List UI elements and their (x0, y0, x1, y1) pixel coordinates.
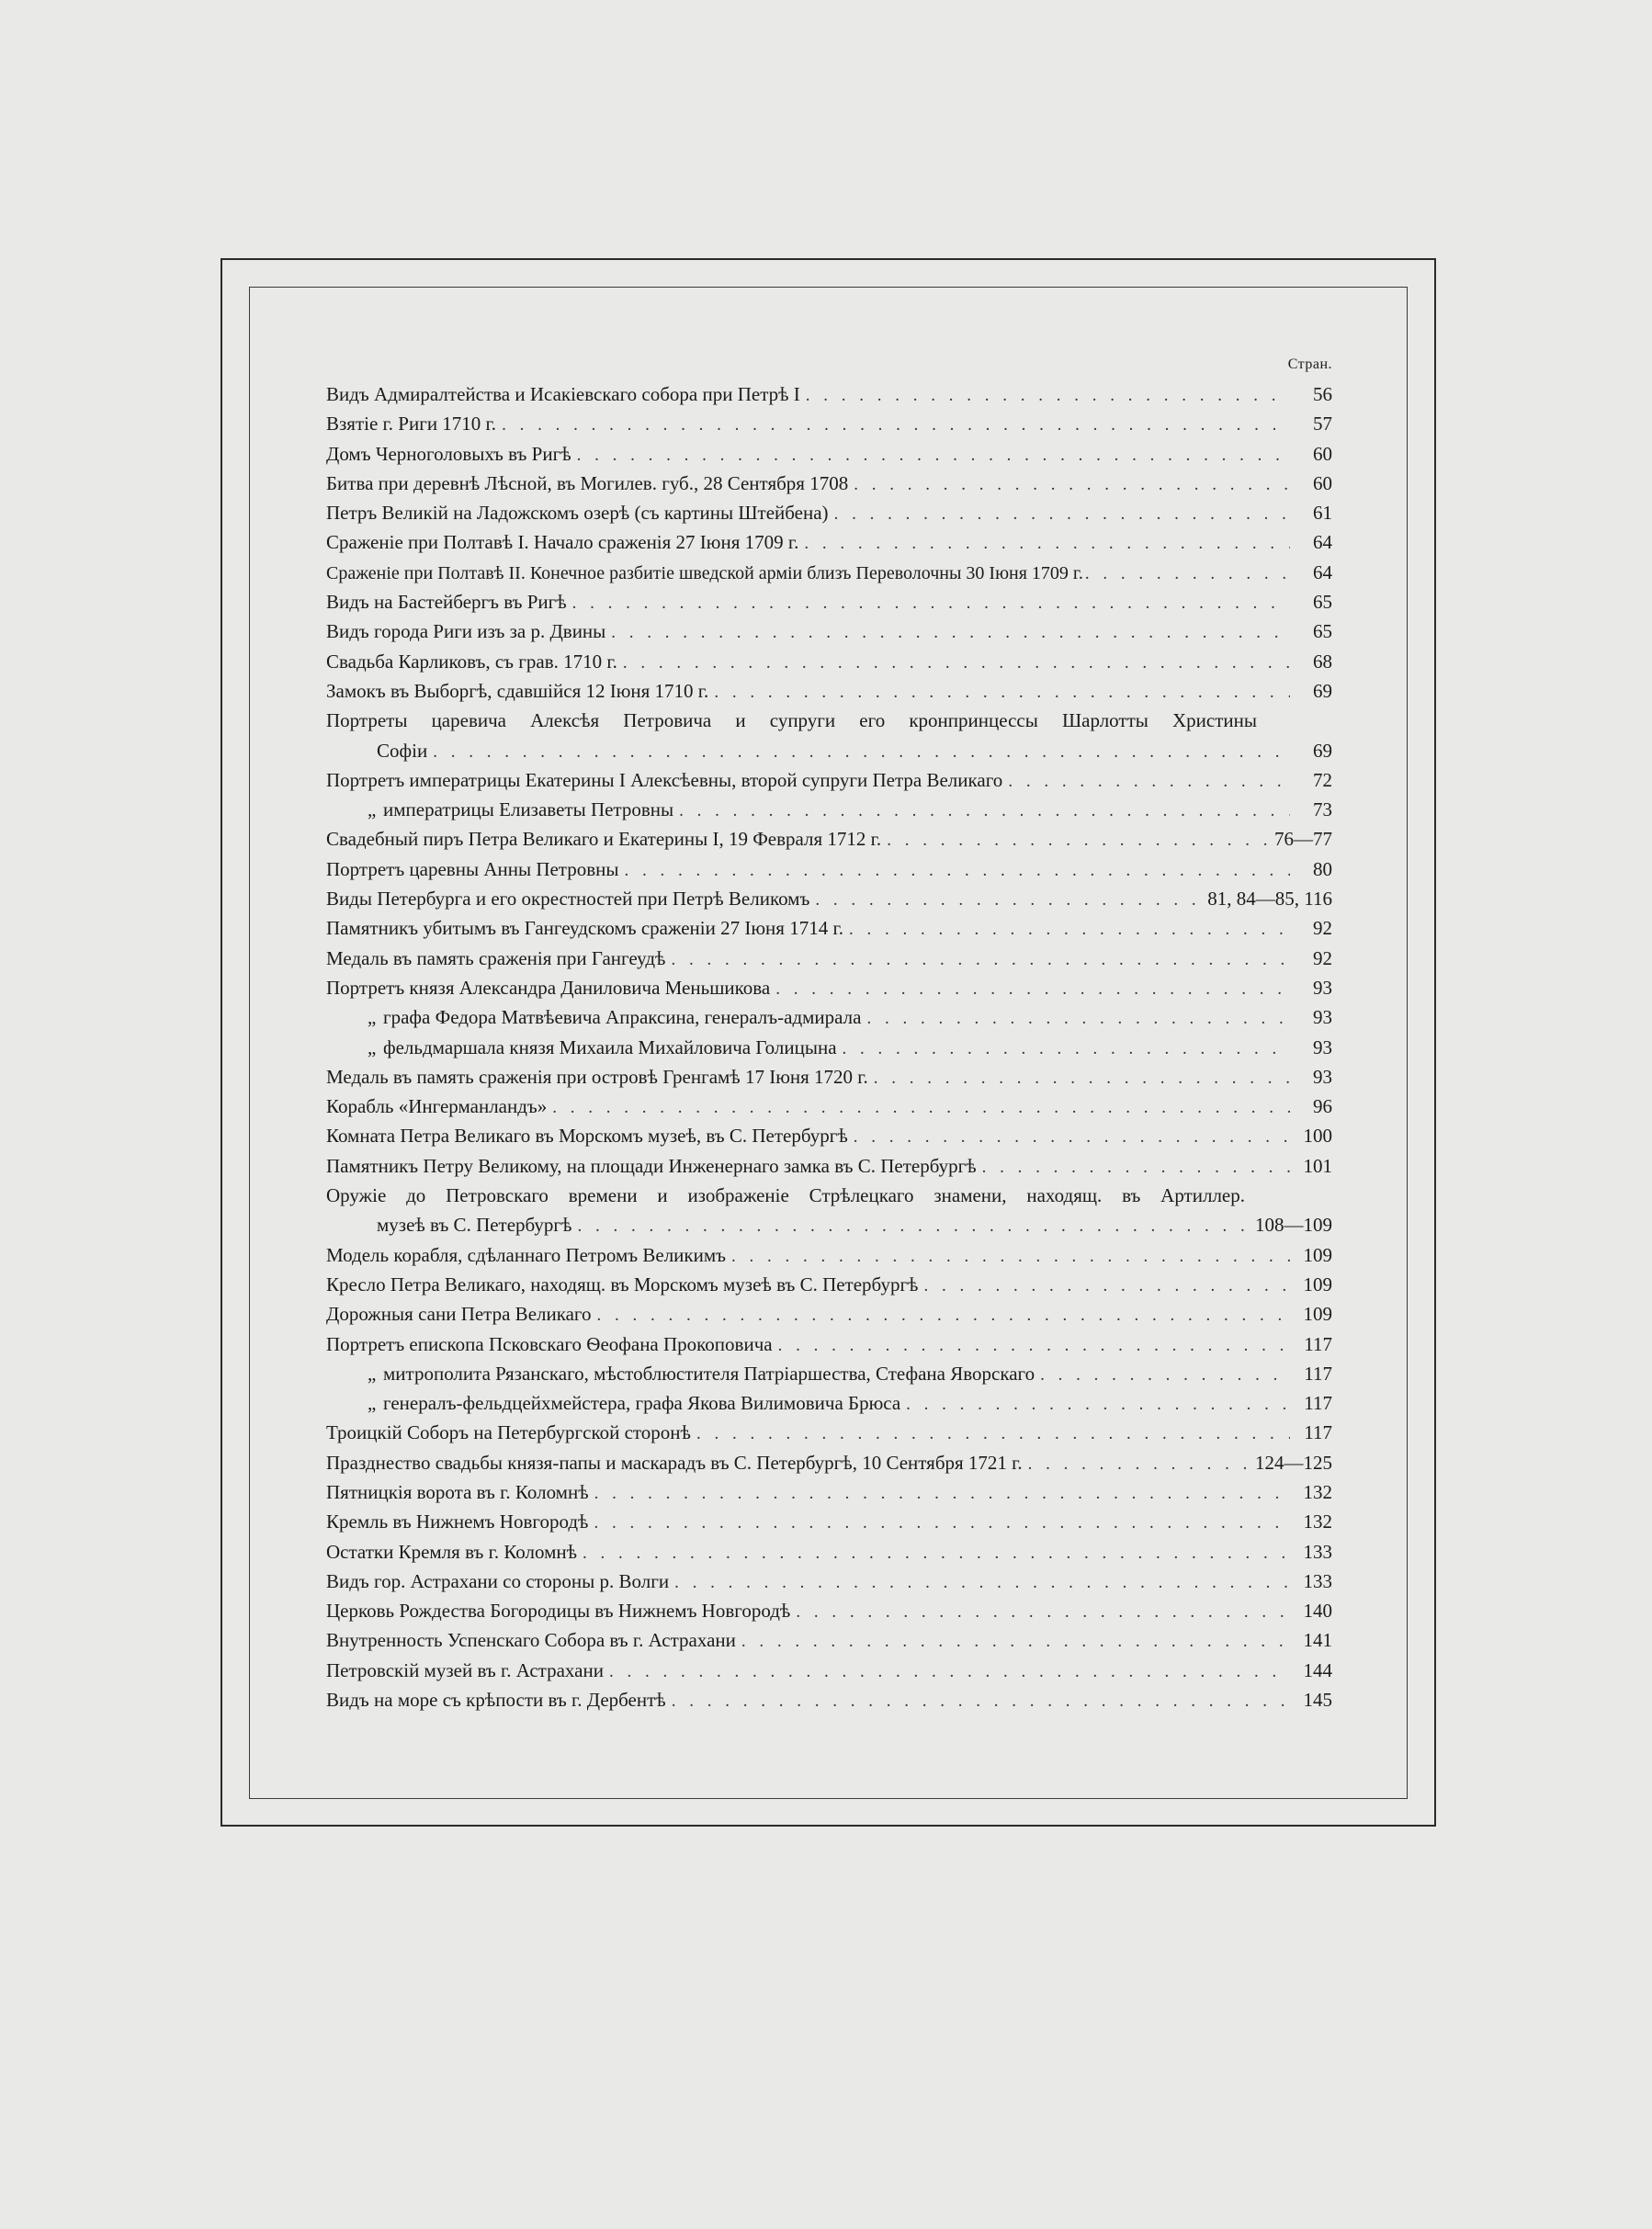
entry-page: 117 (1304, 1421, 1332, 1444)
toc-entry (326, 502, 1332, 531)
toc-entry (326, 917, 1332, 946)
entry-title: Видъ Адмиралтейства и Исакiевскаго собора при Петрѣ I (326, 383, 800, 405)
entry-page: 100 (1303, 1125, 1332, 1148)
leader-dots (672, 1692, 1290, 1712)
entry-title: Свадьба Карликовъ, съ грав. 1710 г. (326, 650, 617, 673)
toc-entry (326, 1541, 1332, 1570)
toc-entry-ditto (326, 1392, 1332, 1421)
entry-page: 93 (1313, 1006, 1332, 1029)
entry-page: 117 (1304, 1332, 1332, 1355)
leader-dots (594, 1513, 1290, 1533)
leader-dots (796, 1602, 1290, 1623)
entry-title: Видъ на море съ крѣпости въ г. Дербентѣ (326, 1689, 666, 1712)
ditto-mark: „ (368, 1362, 377, 1385)
toc-entry-ditto (326, 798, 1332, 828)
entry-title: митрополита Рязанскаго, мѣстоблюстителя Патрiаршества, Стефана Яворскаго (383, 1362, 1035, 1385)
entry-page: 93 (1313, 1065, 1332, 1088)
entry-title: Взятiе г. Риги 1710 г. (326, 413, 497, 436)
toc-entry-ditto (326, 1006, 1332, 1035)
entry-title: Свадебный пиръ Петра Великаго и Екатерины I, 19 Февраля 1712 г. (326, 828, 882, 851)
entry-page: 132 (1303, 1511, 1332, 1533)
entry-title: Остатки Кремля въ г. Коломнѣ (326, 1540, 578, 1563)
toc-entry-ditto (326, 1363, 1332, 1392)
toc-entry (326, 591, 1332, 620)
toc-entry (326, 1184, 1332, 1214)
toc-entry (326, 1659, 1332, 1689)
toc-entry (326, 472, 1332, 502)
toc-entry (326, 1629, 1332, 1658)
entry-page: 108—109 (1255, 1214, 1332, 1237)
toc-entry (326, 1125, 1332, 1154)
entry-page: 64 (1313, 531, 1332, 554)
toc-entry (326, 561, 1332, 591)
ditto-mark: „ (368, 1006, 377, 1029)
entry-page: 117 (1304, 1362, 1332, 1385)
leader-dots (906, 1395, 1290, 1415)
toc-entry (326, 769, 1332, 798)
toc-entry (326, 1689, 1332, 1718)
entry-page: 140 (1303, 1600, 1332, 1623)
toc-entry-continued (326, 740, 1332, 769)
leader-dots (982, 1158, 1290, 1178)
entry-page: 132 (1303, 1480, 1332, 1503)
leader-dots (834, 504, 1290, 525)
entry-page: 93 (1313, 976, 1332, 999)
leader-dots (552, 1098, 1290, 1118)
entry-page: 69 (1313, 679, 1332, 702)
toc-entry (326, 977, 1332, 1006)
toc-entry (326, 651, 1332, 680)
leader-dots (866, 1009, 1290, 1029)
entry-page: 145 (1303, 1689, 1332, 1712)
toc-entry (326, 709, 1332, 739)
toc-entry (326, 1452, 1332, 1481)
entry-page: 124—125 (1255, 1451, 1332, 1474)
entry-title: Памятникъ Петру Великому, на площади Инженернаго замка въ С. Петербургѣ (326, 1154, 977, 1177)
entry-page: 81, 84—85, 116 (1207, 888, 1332, 911)
leader-dots (433, 742, 1290, 763)
leader-dots (671, 950, 1290, 970)
ditto-mark: „ (368, 1035, 377, 1058)
entry-title: Памятникъ убитымъ въ Гангеудскомъ сраженiи 27 Iюня 1714 г. (326, 917, 843, 940)
toc-entry (326, 620, 1332, 650)
toc-entry (326, 1511, 1332, 1540)
entry-title: графа Федора Матвѣевича Апраксина, генералъ-адмирала (383, 1006, 862, 1029)
leader-dots (611, 623, 1290, 643)
leader-dots (731, 1247, 1290, 1267)
entry-title: Видъ города Риги изъ за р. Двины (326, 620, 606, 643)
leader-dots (572, 594, 1290, 614)
entry-page: 60 (1313, 442, 1332, 465)
entry-page: 72 (1313, 768, 1332, 791)
ditto-mark: „ (368, 798, 377, 821)
entry-page: 92 (1313, 946, 1332, 969)
entry-page: 133 (1303, 1540, 1332, 1563)
toc-entry (326, 1244, 1332, 1273)
entry-title: Празднество свадьбы князя-папы и маскарадъ въ С. Петербургѣ, 10 Сентября 1721 г. (326, 1451, 1023, 1474)
entry-title: Оружiе до Петровскаго времени и изображенiе Стрѣлецкаго знамени, находящ. въ Артиллер. (326, 1184, 1245, 1207)
entry-title: императрицы Елизаветы Петровны (383, 798, 674, 821)
entry-title: Домъ Черноголовыхъ въ Ригѣ (326, 442, 571, 465)
entry-title: Кремль въ Нижнемъ Новгородѣ (326, 1511, 589, 1533)
entry-page: 68 (1313, 650, 1332, 673)
entry-title: Модель корабля, сдѣланнаго Петромъ Великимъ (326, 1243, 727, 1266)
leader-dots (806, 386, 1290, 406)
leader-dots (854, 475, 1290, 495)
leader-dots (625, 861, 1290, 881)
entry-title: Петръ Великiй на Ладожскомъ озерѣ (съ картины Штейбена) (326, 502, 829, 525)
leader-dots (804, 534, 1290, 554)
toc-entry-continued (326, 1214, 1332, 1243)
leader-dots (843, 1039, 1290, 1059)
entry-title: Корабль «Ингерманландъ» (326, 1095, 548, 1118)
leader-dots (815, 890, 1202, 911)
entry-title: Троицкiй Соборъ на Петербургской сторонѣ (326, 1421, 691, 1444)
toc-entry (326, 413, 1332, 442)
entry-page: 144 (1303, 1658, 1332, 1681)
leader-dots (674, 1573, 1290, 1593)
leader-dots (1040, 1365, 1290, 1386)
entry-title: Петровскiй музей въ г. Астрахани (326, 1658, 604, 1681)
entry-page: 57 (1313, 413, 1332, 436)
entry-title: Медаль въ память сраженiя при Гангеудѣ (326, 946, 666, 969)
entry-page: 141 (1303, 1629, 1332, 1652)
leader-dots (583, 1544, 1290, 1564)
leader-dots (679, 801, 1290, 821)
ditto-mark: „ (368, 1392, 377, 1415)
leader-dots (1008, 772, 1290, 792)
toc-entry (326, 1421, 1332, 1451)
leader-dots (849, 920, 1290, 940)
entry-page: 73 (1313, 798, 1332, 821)
entry-page: 56 (1313, 383, 1332, 405)
entry-page: 92 (1313, 917, 1332, 940)
leader-dots (714, 683, 1290, 703)
toc-entry (326, 1600, 1332, 1629)
toc-entry (326, 1273, 1332, 1303)
toc-entry (326, 828, 1332, 857)
entry-title: Портретъ епископа Псковскаго Ѳеофана Прокоповича (326, 1332, 773, 1355)
toc-entry (326, 531, 1332, 560)
entry-title: Кресло Петра Великаго, находящ. въ Морскомъ музеѣ въ С. Петербургѣ (326, 1273, 919, 1296)
toc-entry (326, 1303, 1332, 1332)
leader-dots (577, 1216, 1250, 1237)
toc-entry (326, 1481, 1332, 1511)
entry-title: Портретъ императрицы Екатерины I Алексѣевны, второй супруги Петра Великаго (326, 768, 1003, 791)
entry-page: 61 (1313, 502, 1332, 525)
leader-dots (874, 1069, 1290, 1089)
leader-dots (854, 1127, 1290, 1148)
entry-page: 117 (1304, 1392, 1332, 1415)
leader-dots (597, 1306, 1290, 1326)
toc-entry (326, 383, 1332, 413)
toc-entry (326, 947, 1332, 977)
entry-page: 65 (1313, 620, 1332, 643)
toc-entry (326, 888, 1332, 917)
entry-title: Сраженiе при Полтавѣ II. Конечное разбитiе шведской армiи близъ Переволочны 30 Iюня 1709 г. (326, 562, 1083, 583)
entry-page: 60 (1313, 471, 1332, 494)
entry-page: 64 (1313, 560, 1332, 583)
entry-title: Сраженiе при Полтавѣ I. Начало сраженiя 27 Iюня 1709 г. (326, 531, 799, 554)
leader-dots (594, 1484, 1290, 1504)
entry-title: Видъ гор. Астрахани со стороны р. Волги (326, 1569, 670, 1592)
entry-title: Внутренность Успенскаго Собора въ г. Астрахани (326, 1629, 736, 1652)
entry-page: 93 (1313, 1035, 1332, 1058)
entry-page: 109 (1303, 1273, 1332, 1296)
entry-page: 96 (1313, 1095, 1332, 1118)
leader-dots (1085, 564, 1294, 584)
toc-entry-ditto (326, 1036, 1332, 1066)
leader-dots (775, 979, 1290, 1000)
leader-dots (577, 446, 1290, 466)
entry-page: 76—77 (1274, 828, 1332, 851)
toc-entry (326, 680, 1332, 709)
entry-page: 65 (1313, 591, 1332, 614)
entry-title: фельдмаршала князя Михаила Михайловича Голицына (383, 1035, 837, 1058)
toc-entry (326, 1570, 1332, 1600)
table-of-contents (326, 383, 1332, 1718)
entry-title: Софiи (377, 739, 428, 762)
entry-title: Замокъ въ Выборгѣ, сдавшiйся 12 Iюня 1710 г. (326, 679, 709, 702)
entry-title: Церковь Рождества Богородицы въ Нижнемъ Новгородѣ (326, 1600, 791, 1623)
entry-title: Пятницкiя ворота въ г. Коломнѣ (326, 1480, 589, 1503)
page-column-header: Стран. (1287, 356, 1332, 372)
toc-entry (326, 1095, 1332, 1125)
leader-dots (741, 1632, 1290, 1652)
entry-title: музеѣ въ С. Петербургѣ (377, 1214, 572, 1237)
leader-dots (623, 653, 1290, 673)
leader-dots (923, 1276, 1290, 1296)
entry-title: Портретъ князя Александра Даниловича Меньшикова (326, 976, 771, 999)
entry-title: Портреты царевича Алексѣя Петровича и супруги его кронпринцессы Шарлотты Христины (326, 709, 1257, 732)
leader-dots (502, 415, 1290, 436)
entry-page: 69 (1313, 739, 1332, 762)
leader-dots (887, 831, 1269, 851)
leader-dots (696, 1424, 1290, 1444)
entry-title: Виды Петербурга и его окрестностей при Петрѣ Великомъ (326, 888, 810, 911)
leader-dots (1028, 1454, 1250, 1475)
entry-page: 101 (1303, 1154, 1332, 1177)
entry-title: Комната Петра Великаго въ Морскомъ музеѣ, въ С. Петербургѣ (326, 1125, 848, 1148)
toc-entry (326, 1066, 1332, 1095)
leader-dots (609, 1662, 1290, 1682)
leader-dots (778, 1336, 1290, 1356)
entry-title: Портретъ царевны Анны Петровны (326, 857, 619, 880)
toc-entry (326, 1155, 1332, 1184)
entry-page: 109 (1303, 1303, 1332, 1326)
toc-entry (326, 858, 1332, 888)
entry-title: Медаль въ память сраженiя при островѣ Гренгамѣ 17 Iюня 1720 г. (326, 1065, 868, 1088)
entry-page: 80 (1313, 857, 1332, 880)
entry-title: Дорожныя сани Петра Великаго (326, 1303, 592, 1326)
entry-title: Битва при деревнѣ Лѣсной, въ Могилев. губ., 28 Сентября 1708 (326, 471, 849, 494)
toc-entry (326, 1333, 1332, 1363)
entry-title: генералъ-фельдцейхмейстера, графа Якова Вилимовича Брюса (383, 1392, 901, 1415)
toc-entry (326, 443, 1332, 472)
entry-page: 133 (1303, 1569, 1332, 1592)
entry-page: 109 (1303, 1243, 1332, 1266)
entry-title: Видъ на Бастейбергъ въ Ригѣ (326, 591, 567, 614)
